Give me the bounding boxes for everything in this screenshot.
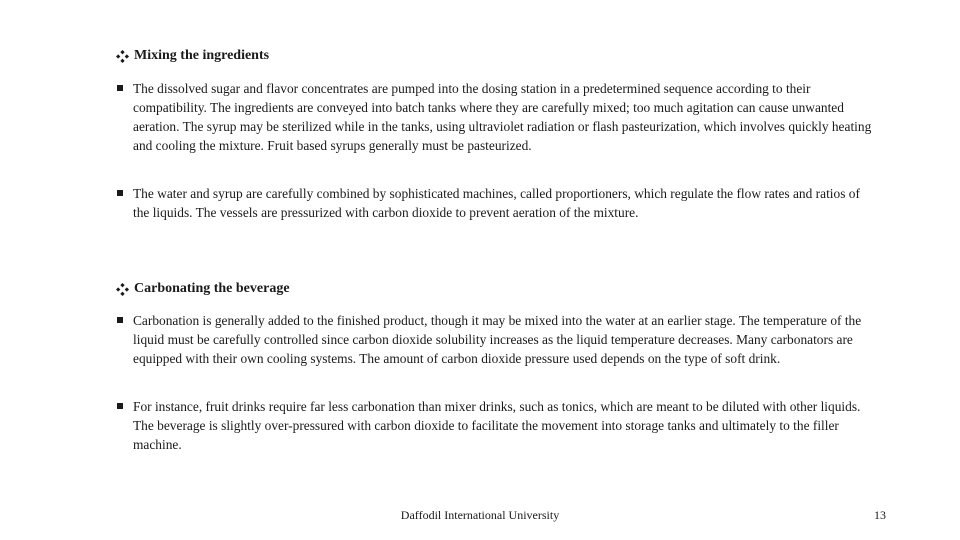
section-heading-text: Carbonating the beverage xyxy=(134,281,290,296)
bullet-text: The water and syrup are carefully combined by sophisticated machines, called proportioners, which regulate the flow rates and ratios of the liquids. The vessels are pressurized with carbon dioxide to prevent aeration of the mixture. xyxy=(133,186,860,220)
bullet-item xyxy=(116,311,876,368)
footer-institution: Daffodil International University xyxy=(400,508,560,522)
four-diamond-icon xyxy=(116,50,129,63)
bullet-text: The dissolved sugar and flavor concentrates are pumped into the dosing station in a predetermined sequence according to their compatibility. The ingredients are conveyed into batch tanks where they are carefully mixed; too much agitation can cause unwanted aeration. The syrup may be sterilized while in the tanks, using ultraviolet radiation or flash pasteurization, which involves quickly heating and cooling the mixture. Fruit based syrups generally must be pasteurized. xyxy=(133,81,872,153)
section-heading-carbonating xyxy=(116,281,290,297)
page-number: 13 xyxy=(874,508,886,522)
bullet-text: Carbonation is generally added to the finished product, though it may be mixed into the water at an earlier stage. The temperature of the liquid must be carefully controlled since carbon dioxide solubility increases as the liquid temperature decreases. Many carbonators are equipped with their own cooling systems. The amount of carbon dioxide pressure used depends on the type of soft drink. xyxy=(133,313,862,366)
section-heading-text: Mixing the ingredients xyxy=(134,48,270,63)
bullet-item xyxy=(116,397,876,454)
four-diamond-icon xyxy=(116,283,129,296)
bullet-item xyxy=(116,184,876,222)
square-bullet-icon xyxy=(117,403,123,409)
section-heading-mixing xyxy=(116,48,269,64)
bullet-item xyxy=(116,79,876,155)
square-bullet-icon xyxy=(117,317,123,323)
bullet-text: For instance, fruit drinks require far less carbonation than mixer drinks, such as tonics, which are meant to be diluted with other liquids. The beverage is slightly over-pressured with carbon dioxide to facilitate the movement into storage tanks and ultimately to the filler machine. xyxy=(133,399,861,452)
square-bullet-icon xyxy=(117,85,123,91)
square-bullet-icon xyxy=(117,190,123,196)
